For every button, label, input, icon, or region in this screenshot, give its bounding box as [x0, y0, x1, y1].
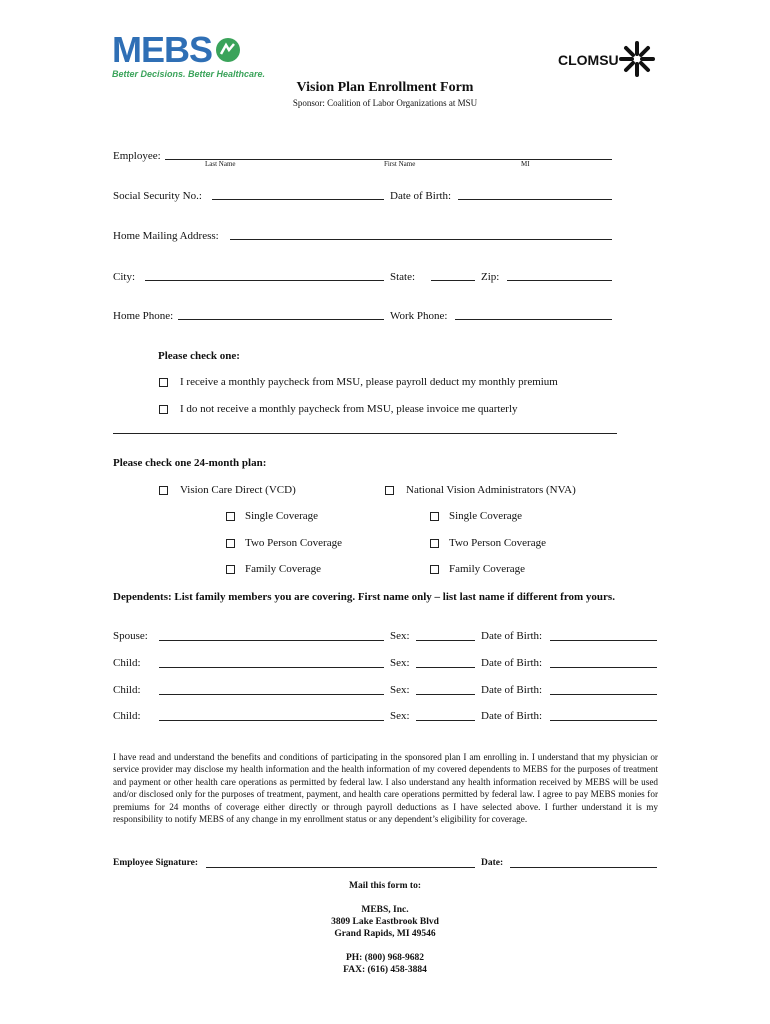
work-phone-field[interactable]	[455, 319, 612, 320]
plan-heading: Please check one 24-month plan:	[113, 457, 267, 469]
nva-single-label: Single Coverage	[449, 510, 523, 522]
work-phone-label: Work Phone:	[390, 310, 448, 322]
ssn-field[interactable]	[212, 199, 384, 200]
state-field[interactable]	[431, 280, 475, 281]
mail-heading: Mail this form to:	[348, 881, 422, 891]
dependent-dob-label: Date of Birth:	[481, 657, 543, 669]
vcd-two-person-label: Two Person Coverage	[245, 537, 342, 549]
dependent-name-field[interactable]	[159, 694, 384, 695]
dependent-relation-label: Child:	[113, 710, 141, 722]
dependent-dob-label: Date of Birth:	[481, 630, 543, 642]
mebs-logo-tagline: Better Decisions. Better Healthcare.	[112, 69, 266, 79]
nva-two-person-label: Two Person Coverage	[449, 537, 546, 549]
nva-family-label: Family Coverage	[449, 563, 526, 575]
signature-date-field[interactable]	[510, 867, 657, 868]
dependent-name-field[interactable]	[159, 667, 384, 668]
starburst-icon	[618, 40, 656, 78]
nva-label: National Vision Administrators (NVA)	[406, 484, 576, 496]
last-name-caption: Last Name	[205, 160, 236, 168]
invoice-checkbox[interactable]	[159, 405, 168, 414]
vcd-family-checkbox[interactable]	[226, 565, 235, 574]
mebs-logo	[112, 29, 266, 79]
dependent-relation-label: Child:	[113, 684, 141, 696]
zip-label: Zip:	[481, 271, 500, 283]
signature-label: Employee Signature:	[113, 858, 199, 868]
authorization-paragraph: I have read and understand the benefits and conditions of participating in the sponsored plan I am enrolling in. I understand that my physician or service provider may disclose my health information and the health information of my covered dependents to MEBS for the purposes of treatment and payment or other health care operations as permitted by federal law. I also understand any health information received by MEBS will be used and/or disclosed only for the purposes of treatment, payment, and health care operations permitted by federal law. I agree to pay MEBS monies for premiums for 24 months of coverage either directly or through payroll deductions as I have selected above. I further understand it is my responsibility to notify MEBS of any change in my enrollment status or any dependent’s eligibility for coverage.	[113, 752, 658, 825]
dependent-dob-label: Date of Birth:	[481, 684, 543, 696]
dependent-sex-field[interactable]	[416, 694, 475, 695]
vcd-label: Vision Care Direct (VCD)	[180, 484, 296, 496]
nva-two-person-checkbox[interactable]	[430, 539, 439, 548]
clomsu-logo	[558, 40, 658, 80]
first-name-caption: First Name	[384, 160, 416, 168]
address-field[interactable]	[230, 239, 612, 240]
home-phone-field[interactable]	[178, 319, 384, 320]
page-title: Vision Plan Enrollment Form	[296, 80, 474, 95]
dependent-dob-field[interactable]	[550, 667, 657, 668]
payroll-deduct-checkbox[interactable]	[159, 378, 168, 387]
mi-caption: MI	[521, 160, 530, 168]
vcd-checkbox[interactable]	[159, 486, 168, 495]
payment-heading: Please check one:	[158, 350, 240, 362]
mail-city: Grand Rapids, MI 49546	[334, 929, 436, 939]
dependent-dob-field[interactable]	[550, 640, 657, 641]
nva-checkbox[interactable]	[385, 486, 394, 495]
dependent-name-field[interactable]	[159, 640, 384, 641]
payroll-deduct-label: I receive a monthly paycheck from MSU, please payroll deduct my monthly premium	[180, 376, 558, 388]
signature-field[interactable]	[206, 867, 475, 868]
mail-street: 3809 Lake Eastbrook Blvd	[331, 917, 439, 927]
dependent-sex-label: Sex:	[390, 684, 410, 696]
invoice-label: I do not receive a monthly paycheck from MSU, please invoice me quarterly	[180, 403, 518, 415]
clomsu-logo-word: CLOMSU	[558, 52, 619, 68]
dob-field[interactable]	[458, 199, 612, 200]
state-label: State:	[390, 271, 416, 283]
home-phone-label: Home Phone:	[113, 310, 174, 322]
mail-company: MEBS, Inc.	[361, 905, 409, 915]
dependent-sex-field[interactable]	[416, 720, 475, 721]
nva-single-checkbox[interactable]	[430, 512, 439, 521]
dependent-dob-label: Date of Birth:	[481, 710, 543, 722]
ssn-label: Social Security No.:	[113, 190, 202, 202]
dependent-dob-field[interactable]	[550, 694, 657, 695]
dependent-sex-label: Sex:	[390, 657, 410, 669]
dependent-name-field[interactable]	[159, 720, 384, 721]
vcd-two-person-checkbox[interactable]	[226, 539, 235, 548]
dependent-sex-field[interactable]	[416, 667, 475, 668]
mebs-logo-word: MEBS	[112, 29, 213, 70]
dependent-sex-label: Sex:	[390, 630, 410, 642]
mail-phone: PH: (800) 968-9682	[345, 953, 425, 963]
dependent-dob-field[interactable]	[550, 720, 657, 721]
address-label: Home Mailing Address:	[113, 230, 219, 242]
employee-label: Employee:	[113, 150, 161, 162]
mail-fax: FAX: (616) 458-3884	[343, 965, 427, 975]
city-label: City:	[113, 271, 136, 283]
dob-label: Date of Birth:	[390, 190, 452, 202]
city-field[interactable]	[145, 280, 384, 281]
dependent-sex-label: Sex:	[390, 710, 410, 722]
vcd-single-label: Single Coverage	[245, 510, 319, 522]
dependent-relation-label: Spouse:	[113, 630, 148, 642]
vcd-family-label: Family Coverage	[245, 563, 322, 575]
dependents-heading: Dependents: List family members you are covering. First name only – list last name if different from yours.	[113, 591, 615, 603]
sponsor-line: Sponsor: Coalition of Labor Organizations at MSU	[292, 98, 478, 108]
zip-field[interactable]	[507, 280, 612, 281]
nva-family-checkbox[interactable]	[430, 565, 439, 574]
vcd-single-checkbox[interactable]	[226, 512, 235, 521]
dependent-relation-label: Child:	[113, 657, 141, 669]
signature-date-label: Date:	[481, 858, 504, 868]
section-divider	[113, 433, 617, 434]
dependent-sex-field[interactable]	[416, 640, 475, 641]
mebs-swoosh-icon	[215, 37, 241, 63]
